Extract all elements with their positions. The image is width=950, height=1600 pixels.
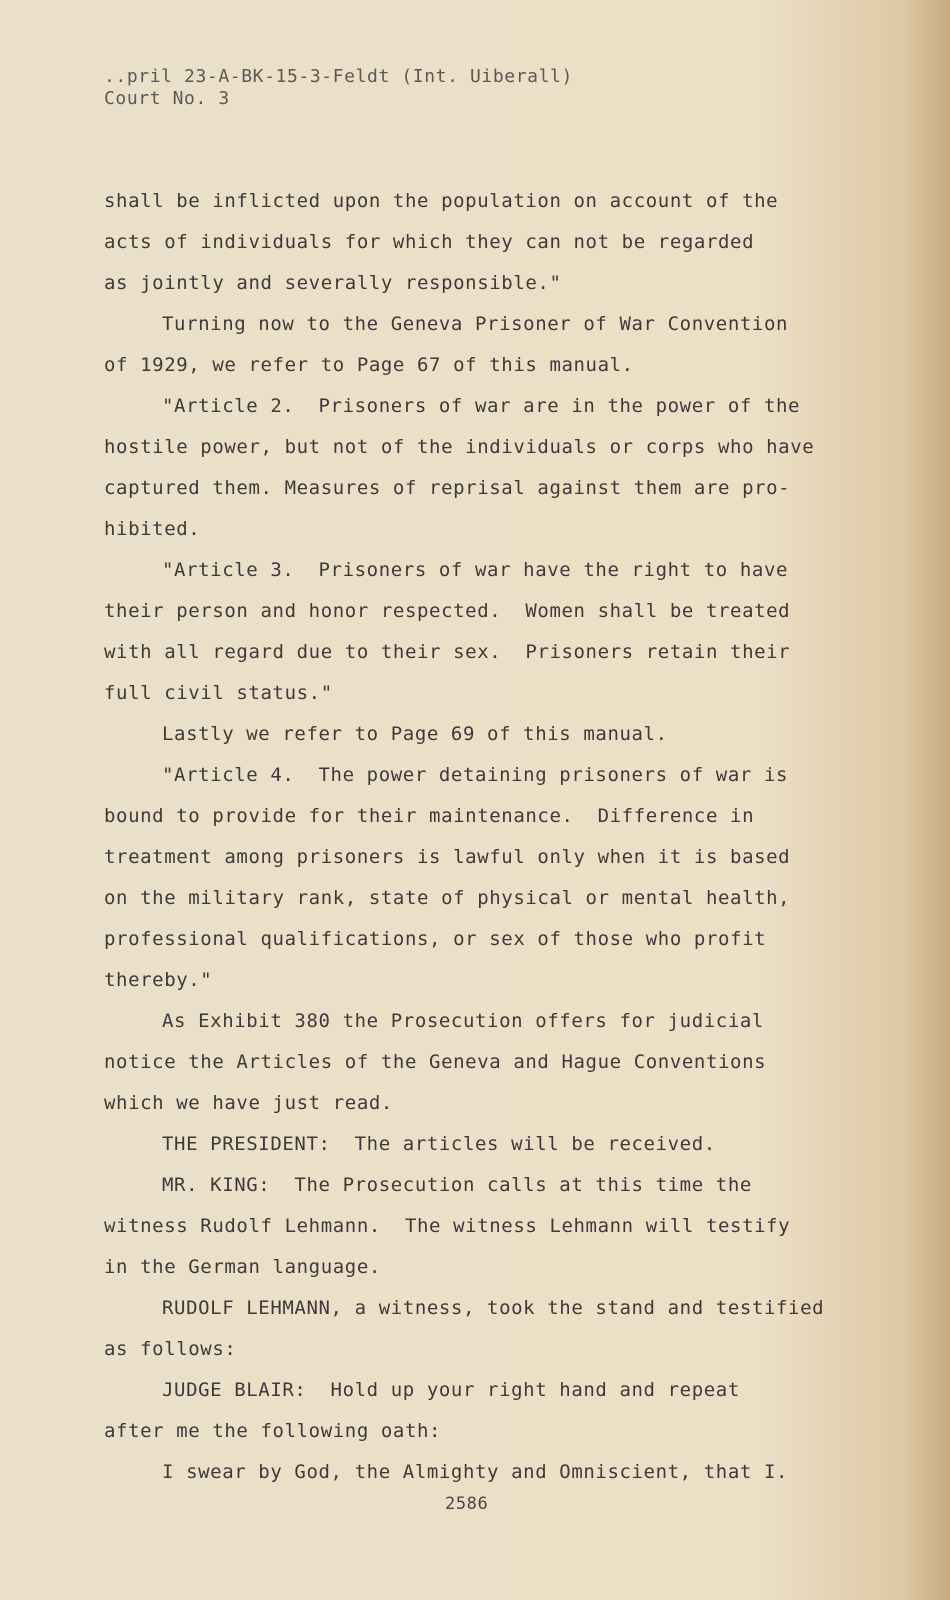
transcript-line: full civil status." <box>104 682 333 704</box>
header-court-line: Court No. 3 <box>104 88 230 109</box>
transcript-line: RUDOLF LEHMANN, a witness, took the stand and testified <box>162 1297 825 1319</box>
transcript-line: As Exhibit 380 the Prosecution offers for judicial <box>162 1010 764 1032</box>
transcript-line: as follows: <box>104 1338 237 1360</box>
transcript-body <box>104 181 844 1493</box>
transcript-line: after me the following oath: <box>104 1420 442 1442</box>
transcript-line: professional qualifications, or sex of those who profit <box>104 928 767 950</box>
page-number: 2586 <box>445 1494 489 1514</box>
transcript-line: "Article 3. Prisoners of war have the right to have <box>162 559 789 581</box>
transcript-line: "Article 2. Prisoners of war are in the power of the <box>162 395 801 417</box>
transcript-line: on the military rank, state of physical or mental health, <box>104 887 791 909</box>
transcript-line: of 1929, we refer to Page 67 of this manual. <box>104 354 634 376</box>
header-case-line: ..pril 23-A-BK-15-3-Feldt (Int. Uiberall) <box>104 66 573 87</box>
transcript-line: THE PRESIDENT: The articles will be received. <box>162 1133 716 1155</box>
transcript-line: in the German language. <box>104 1256 381 1278</box>
transcript-line: with all regard due to their sex. Prisoners retain their <box>104 641 791 663</box>
transcript-line: JUDGE BLAIR: Hold up your right hand and repeat <box>162 1379 740 1401</box>
transcript-line: "Article 4. The power detaining prisoners of war is <box>162 764 789 786</box>
transcript-line: hostile power, but not of the individuals or corps who have <box>104 436 815 458</box>
transcript-line: notice the Articles of the Geneva and Hague Conventions <box>104 1051 767 1073</box>
transcript-line: shall be inflicted upon the population on account of the <box>104 190 779 212</box>
transcript-line: as jointly and severally responsible." <box>104 272 562 294</box>
transcript-line: treatment among prisoners is lawful only when it is based <box>104 846 791 868</box>
transcript-line: their person and honor respected. Women shall be treated <box>104 600 791 622</box>
transcript-line: hibited. <box>104 518 201 540</box>
transcript-line: witness Rudolf Lehmann. The witness Lehmann will testify <box>104 1215 791 1237</box>
transcript-line: Turning now to the Geneva Prisoner of War Convention <box>162 313 789 335</box>
transcript-line: acts of individuals for which they can not be regarded <box>104 231 755 253</box>
transcript-line: Lastly we refer to Page 69 of this manual. <box>162 723 668 745</box>
transcript-line: captured them. Measures of reprisal against them are pro- <box>104 477 791 499</box>
transcript-line: bound to provide for their maintenance. Difference in <box>104 805 755 827</box>
page-header <box>104 66 573 110</box>
transcript-line: which we have just read. <box>104 1092 393 1114</box>
transcript-line: thereby." <box>104 969 213 991</box>
transcript-line: MR. KING: The Prosecution calls at this time the <box>162 1174 752 1196</box>
transcript-line: I swear by God, the Almighty and Omniscient, that I. <box>162 1461 789 1483</box>
